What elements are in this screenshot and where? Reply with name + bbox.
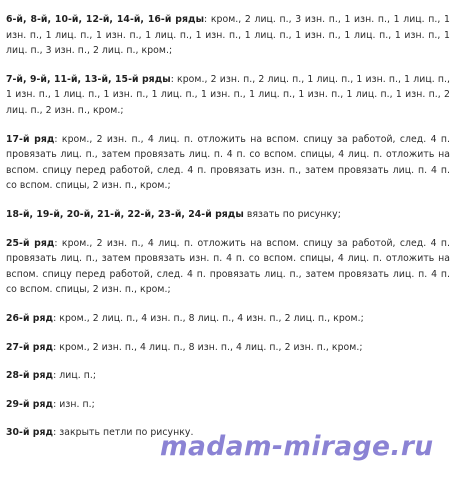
site-watermark: madam-mirage.ru xyxy=(160,431,434,462)
row-instruction xyxy=(6,132,450,194)
row-label: 27-й ряд xyxy=(6,341,54,353)
row-text: : кром., 2 изн. п., 4 лиц. п., 8 изн. п., 4 лиц. п., 2 изн. п., кром.; xyxy=(53,341,363,353)
row-text: : закрыть петли по рисунку. xyxy=(53,427,194,439)
row-text: : изн. п.; xyxy=(53,398,95,410)
row-label: 29-й ряд xyxy=(6,398,54,410)
row-label: 26-й ряд xyxy=(6,312,54,324)
row-instruction xyxy=(6,207,450,223)
row-instruction xyxy=(6,72,450,119)
row-text: : кром., 2 изн. п., 4 лиц. п. отложить на вспом. спицу за работой, след. 4 п. провязать лиц. п., затем провязать изн. п. 4 п. со вспом. спицы, 4 лиц. п. отложить на вспом. спицу перед работой, след. 4 п. провязать лиц. п., затем провязать лиц. п. 4 п. со вспом. спицы, 2 изн. п., кром.; xyxy=(6,237,450,296)
row-text: : лиц. п.; xyxy=(53,370,97,382)
row-label: 25-й ряд xyxy=(6,237,55,249)
row-label: 17-й ряд xyxy=(6,133,55,145)
row-instruction xyxy=(6,397,450,413)
knitting-instructions xyxy=(6,12,450,441)
row-label: 30-й ряд xyxy=(6,427,54,439)
row-instruction xyxy=(6,368,450,384)
row-text: : кром., 2 лиц. п., 4 изн. п., 8 лиц. п., 4 изн. п., 2 лиц. п., кром.; xyxy=(53,312,364,324)
row-label: 7-й, 9-й, 11-й, 13-й, 15-й ряды xyxy=(6,73,171,85)
row-instruction xyxy=(6,12,450,59)
row-label: 6-й, 8-й, 10-й, 12-й, 14-й, 16-й ряды xyxy=(6,14,205,25)
row-text: : кром., 2 изн. п., 2 лиц. п., 1 лиц. п., 1 изн. п., 1 лиц. п., 1 изн. п., 1 лиц. п., 1 изн. п., 1 лиц. п., 1 изн. п., 1 лиц. п., 1 изн. п., 1 лиц. п., 1 изн. п., 2 лиц. п., 2 изн. п., кром.; xyxy=(6,73,450,116)
row-label: 28-й ряд xyxy=(6,370,54,382)
row-instruction xyxy=(6,311,450,327)
row-text: вязать по рисунку; xyxy=(243,208,341,220)
row-text: : кром., 2 лиц. п., 3 изн. п., 1 изн. п., 1 лиц. п., 1 изн. п., 1 лиц. п., 1 изн. п., 1 лиц. п., 1 изн. п., 1 лиц. п., 1 изн. п., 1 лиц. п., 1 изн. п., 1 лиц. п., 3 изн. п., 2 лиц. п., кром.; xyxy=(6,14,450,57)
row-label: 18-й, 19-й, 20-й, 21-й, 22-й, 23-й, 24-й ряды xyxy=(6,208,244,220)
row-instruction xyxy=(6,236,450,298)
row-text: : кром., 2 изн. п., 4 лиц. п. отложить на вспом. спицу за работой, след. 4 п. провязать лиц. п., затем провязать лиц. п. 4 п. со вспом. спицы, 4 лиц. п. отложить на вспом. спицу перед работой, след. 4 п. провязать изн. п., затем провязать лиц. п. 4 п. со вспом. спицы, 2 изн. п., кром.; xyxy=(6,133,450,192)
row-instruction xyxy=(6,340,450,356)
